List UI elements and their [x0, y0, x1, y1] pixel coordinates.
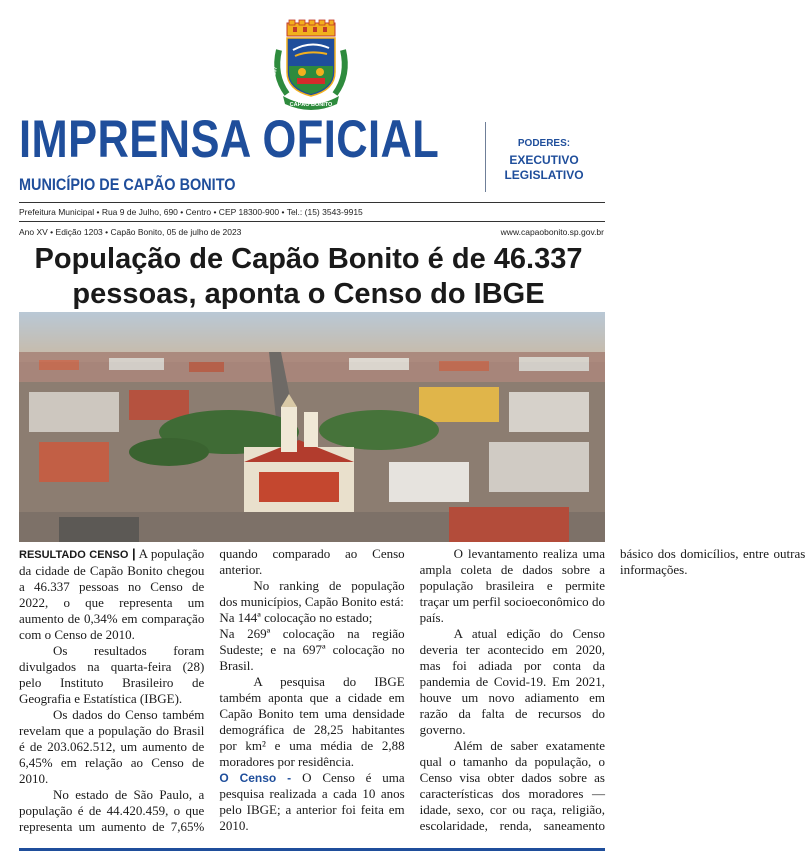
body-paragraph-5: No ranking de população dos municípios, Capão Bonito está: — [219, 578, 405, 609]
body-paragraph-6: A pesquisa do IBGE também aponta que a cidade em Capão Bonito tem uma densidade demográfica de 28,25 habitantes por km² e uma média de 2,88 moradores por residência. — [219, 674, 405, 769]
headline-line-1: População de Capão Bonito é de 46.337 — [34, 243, 583, 275]
edition-line: Ano XV • Edição 1203 • Capão Bonito, 05 de julho de 2023 — [19, 227, 242, 237]
masthead-rule-bottom — [19, 221, 605, 222]
body-paragraph-7: O levantamento realiza uma ampla coleta de dados sobre a população brasileira e permite traçar um perfil socioeconômico do país. — [419, 546, 605, 625]
masthead-rule-top — [19, 202, 605, 203]
body-paragraph-3: Os dados do Censo também revelam que a população do Brasil é de 203.062.512, um aumento de 6,45% em relação ao Censo de 2010. — [19, 707, 205, 786]
ranking-region: Na 269ª colocação na região Sudeste; e na 697ª colocação no Brasil. — [219, 626, 405, 673]
body-paragraph-4: No estado de São Paulo, a população é de 44.420.459, o que representa um aumento de 7,65% quando comparado ao Censo anterior. — [19, 546, 405, 834]
masthead-title: IMPRENSA OFICIAL — [19, 110, 440, 169]
powers-label: PODERES: — [517, 138, 571, 149]
aerial-city-photo — [19, 312, 605, 542]
censo-kicker: O Censo - — [219, 771, 303, 785]
website-link[interactable]: www.capaobonito.sp.gov.br — [500, 227, 604, 237]
scroll-text: CAPÃO BONITO — [289, 102, 333, 108]
masthead-divider — [485, 122, 486, 192]
address-line: Prefeitura Municipal • Rua 9 de Julho, 690 • Centro • CEP 18300-900 • Tel.: (15) 3543-9915 — [19, 207, 363, 217]
power-executive: EXECUTIVO — [509, 153, 579, 167]
article-body — [19, 546, 805, 842]
body-paragraph-9: Além de saber exatamente qual o tamanho da população, o Censo visa obter dados sobre as características dos moradores — idade, sexo, cor ou raça, religião, escolaridade, renda, saneamento básico dos domicílios, entre outras informações. — [419, 546, 805, 833]
powers-block — [494, 138, 594, 183]
censo-text: O Censo é uma pesquisa realizada a cada 10 anos pelo IBGE; a anterior foi feita em 2010. — [219, 770, 405, 833]
censo-paragraph — [219, 770, 404, 834]
headline-line-2: pessoas, aponta o Censo do IBGE — [72, 278, 545, 310]
power-legislative: LEGISLATIVO — [504, 168, 584, 182]
lead-text: A população da cidade de Capão Bonito chegou a 46.337 pessoas no Censo de 2022, o que representa um aumento de 0,34% em comparação com o Censo de 2010. — [19, 546, 205, 642]
municipal-coat-of-arms — [269, 20, 353, 112]
footer-rule — [19, 848, 605, 851]
year-left: 1857 — [271, 66, 279, 79]
lead-paragraph — [19, 546, 204, 643]
ranking-state: Na 144ª colocação no estado; — [219, 610, 373, 625]
article-headline — [10, 242, 607, 312]
mural-crown-icon — [287, 20, 335, 36]
body-paragraph-2: Os resultados foram divulgados na quarta-feira (28) pelo Instituto Brasileiro de Geografia e Estatística (IBGE). — [19, 643, 205, 706]
body-paragraph-8: A atual edição do Censo deveria ter acontecido em 2020, mas foi adiada por conta da pandemia de Covid-19. Em 2021, houve um novo adiamento em razão da falta de recursos do governo. — [419, 626, 605, 737]
masthead-subtitle: MUNICÍPIO DE CAPÃO BONITO — [19, 175, 236, 194]
section-kicker: RESULTADO CENSO — [19, 549, 129, 561]
year-right: 1857 — [346, 63, 354, 76]
kicker-separator: | — [132, 546, 136, 561]
